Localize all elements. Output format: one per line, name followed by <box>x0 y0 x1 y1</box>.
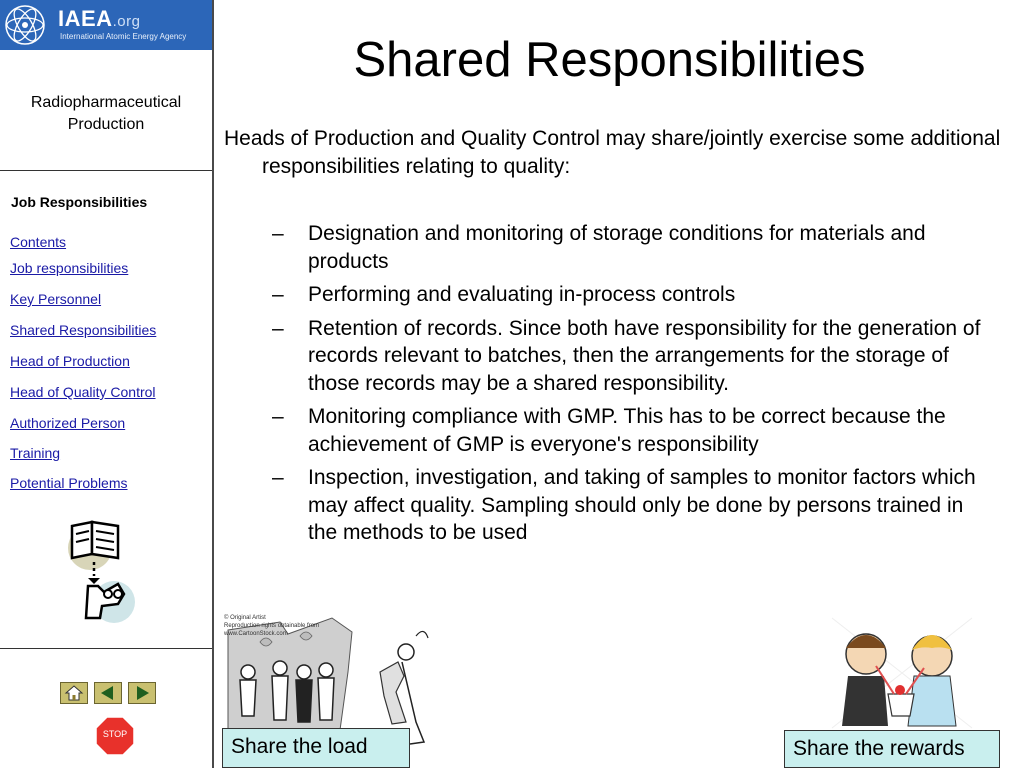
nav-link-potential-problems[interactable]: Potential Problems <box>10 475 128 491</box>
copyright-line: www.CartoonStock.com <box>224 631 288 637</box>
sharing-drink-cartoon-image <box>828 614 976 732</box>
nav-link-shared-responsibilities[interactable]: Shared Responsibilities <box>10 322 157 338</box>
copyright-line: © Original Artist <box>224 615 266 621</box>
caption-share-the-rewards: Share the rewards <box>784 730 1000 768</box>
copyright-note <box>224 614 319 638</box>
logo-subtitle: International Atomic Energy Agency <box>60 32 187 41</box>
stop-label: STOP <box>102 729 128 739</box>
intro-paragraph: Heads of Production and Quality Control may share/jointly exercise some additional responsibilities relating to quality: <box>224 127 1001 178</box>
list-item <box>272 220 982 275</box>
copyright-line: Reproduction rights obtainable from <box>224 623 320 629</box>
forward-button[interactable] <box>128 682 156 704</box>
nav-link-head-of-quality-control[interactable]: Head of Quality Control <box>10 384 156 400</box>
logo-wordmark: IAEA.org <box>58 6 141 31</box>
list-item <box>272 315 982 398</box>
atom-globe-icon <box>3 3 53 47</box>
bullet-dash: – <box>272 466 284 489</box>
nav-link-contents[interactable]: Contents <box>10 234 67 250</box>
stop-button[interactable] <box>95 716 135 756</box>
divider <box>0 648 212 649</box>
list-item <box>272 464 982 547</box>
course-title: Radiopharmaceutical Production <box>30 94 182 133</box>
bullet-text: Monitoring compliance with GMP. This has to be correct because the achievement of GMP is everyone's responsibility <box>308 405 946 456</box>
bullet-text: Inspection, investigation, and taking of samples to monitor factors which may affect quality. Sampling should only be done by persons trained in the methods to be used <box>308 466 976 544</box>
arrow-right-icon <box>133 686 151 700</box>
page-title: Shared Responsibilities <box>353 33 866 87</box>
bullet-dash: – <box>272 316 284 340</box>
bullet-dash: – <box>272 222 284 245</box>
bullet-dash: – <box>272 283 284 306</box>
bullet-text: Performing and evaluating in-process controls <box>308 283 736 306</box>
nav-link-key-personnel[interactable]: Key Personnel <box>10 291 102 307</box>
home-icon <box>64 685 84 701</box>
nav-link-head-of-production[interactable]: Head of Production <box>10 353 130 369</box>
home-button[interactable] <box>60 682 88 704</box>
nav-link-training[interactable]: Training <box>10 445 61 461</box>
sidebar <box>0 0 214 768</box>
bullet-dash: – <box>272 405 284 428</box>
section-title: Job Responsibilities <box>11 194 148 210</box>
iaea-logo[interactable] <box>0 0 212 50</box>
bullet-text: Designation and monitoring of storage conditions for materials and products <box>308 222 926 273</box>
bullet-list <box>272 220 982 553</box>
back-button[interactable] <box>94 682 122 704</box>
nav-link-job-responsibilities[interactable]: Job responsibilities <box>10 260 129 276</box>
caption-share-the-load: Share the load <box>222 728 410 768</box>
bullet-text: Retention of records. Since both have responsibility for the generation of records relevant to batches, then the arrangements for the storage of those records may be a shared responsibility. <box>308 316 981 395</box>
book-reader-icon <box>62 514 142 634</box>
nav-link-authorized-person[interactable]: Authorized Person <box>10 415 126 431</box>
list-item <box>272 403 982 458</box>
list-item <box>272 281 982 309</box>
divider <box>0 170 212 171</box>
arrow-left-icon <box>99 686 117 700</box>
